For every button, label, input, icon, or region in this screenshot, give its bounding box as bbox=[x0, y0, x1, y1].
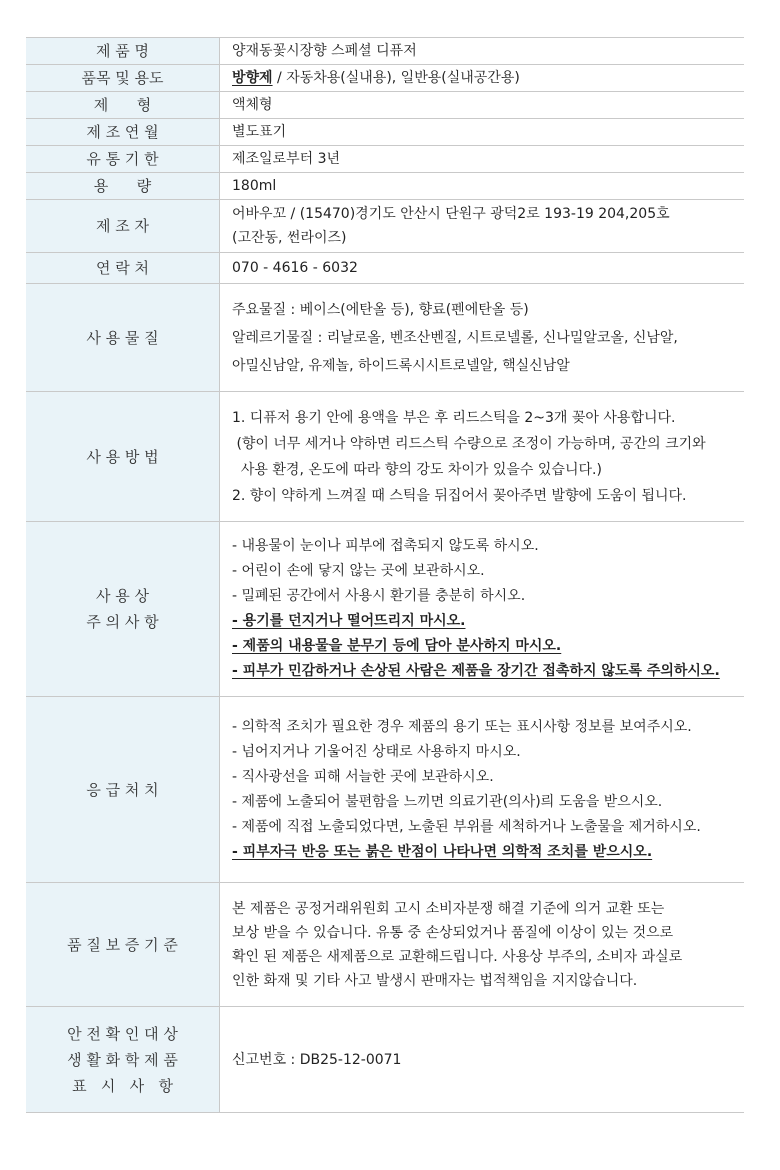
label-manufacture-date: 제 조 연 월 bbox=[26, 119, 220, 146]
first-aid-line: - 직사광선을 피해 서늘한 곳에 보관하시오. bbox=[232, 768, 494, 785]
value-manufacturer bbox=[220, 200, 745, 253]
first-aid-line: - 넘어지거나 기울어진 상태로 사용하지 마시오. bbox=[232, 743, 521, 760]
row-manufacture-date bbox=[26, 119, 744, 146]
label-expiry: 유 통 기 한 bbox=[26, 146, 220, 173]
value-expiry: 제조일로부터 3년 bbox=[232, 151, 341, 167]
quality-line: 확인 된 제품은 새제품으로 교환해드립니다. 사용상 부주의, 소비자 과실로 bbox=[232, 948, 683, 965]
row-expiry bbox=[26, 146, 744, 173]
value-caution bbox=[220, 522, 745, 697]
materials-line: 주요물질 : 베이스(에탄올 등), 향료(펜에탄올 등) bbox=[232, 301, 529, 318]
row-contact bbox=[26, 253, 744, 284]
item-use-rest: / 자동차용(실내용), 일반용(실내공간용) bbox=[272, 70, 520, 86]
value-contact: 070 - 4616 - 6032 bbox=[232, 260, 358, 276]
label-caution: 사 용 상 주 의 사 항 bbox=[26, 522, 220, 697]
row-usage bbox=[26, 392, 744, 522]
value-manufacture-date: 별도표기 bbox=[232, 124, 287, 140]
row-volume bbox=[26, 173, 744, 200]
value-quality bbox=[220, 883, 745, 1007]
value-volume: 180ml bbox=[232, 178, 277, 194]
usage-line: 1. 디퓨저 용기 안에 용액을 부은 후 리드스틱을 2~3개 꽂아 사용합니다. bbox=[232, 409, 676, 426]
manufacturer-line-2: (고잔동, 썬라이즈) bbox=[232, 230, 347, 246]
caution-line: - 밀폐된 공간에서 사용시 환기를 충분히 하시오. bbox=[232, 588, 526, 604]
usage-line: 사용 환경, 온도에 따라 향의 강도 차이가 있을수 있습니다.) bbox=[232, 461, 602, 478]
value-usage bbox=[220, 392, 745, 522]
caution-bold-line: - 피부가 민감하거나 손상된 사람은 제품을 장기간 접촉하지 않도록 주의하시오. bbox=[232, 663, 720, 679]
label-contact: 연 락 처 bbox=[26, 253, 220, 284]
row-product-name bbox=[26, 38, 744, 65]
label-usage: 사 용 방 법 bbox=[26, 392, 220, 522]
label-form: 제 형 bbox=[26, 92, 220, 119]
caution-bold-line: - 용기를 던지거나 떨어뜨리지 마시오. bbox=[232, 613, 466, 629]
value-safety: 신고번호 : DB25-12-0071 bbox=[232, 1051, 402, 1068]
row-manufacturer bbox=[26, 200, 744, 253]
quality-line: 인한 화재 및 기타 사고 발생시 판매자는 법적책임을 지지않습니다. bbox=[232, 972, 638, 989]
label-safety: 안 전 확 인 대 상 생 활 화 학 제 품 표 시 사 항 bbox=[26, 1007, 220, 1113]
value-product-name: 양재동꽃시장향 스페셜 디퓨저 bbox=[232, 43, 417, 59]
label-product-name: 제 품 명 bbox=[26, 38, 220, 65]
label-manufacturer: 제 조 자 bbox=[26, 200, 220, 253]
quality-line: 보상 받을 수 있습니다. 유통 중 손상되었거나 품질에 이상이 있는 것으로 bbox=[232, 924, 674, 941]
caution-line: - 어린이 손에 닿지 않는 곳에 보관하시오. bbox=[232, 563, 485, 579]
value-form: 액체형 bbox=[232, 97, 273, 113]
first-aid-bold-line: - 피부자극 반응 또는 붉은 반점이 나타나면 의학적 조치를 받으시오. bbox=[232, 843, 653, 860]
first-aid-line: - 의학적 조치가 필요한 경우 제품의 용기 또는 표시사항 정보를 보여주시오. bbox=[232, 718, 692, 735]
caution-line: - 내용물이 눈이나 피부에 접촉되지 않도록 하시오. bbox=[232, 538, 539, 554]
first-aid-line: - 제품에 노출되어 불편함을 느끼면 의료기관(의사)릐 도움을 받으시오. bbox=[232, 793, 663, 810]
usage-line: 2. 향이 약하게 느껴질 때 스틱을 뒤집어서 꽂아주면 발향에 도움이 됩니다. bbox=[232, 487, 687, 504]
label-volume: 용 량 bbox=[26, 173, 220, 200]
quality-line: 본 제품은 공정거래위원회 고시 소비자분쟁 해결 기준에 의거 교환 또는 bbox=[232, 900, 665, 917]
item-use-emphasis: 방향제 bbox=[232, 70, 273, 86]
materials-line: 알레르기물질 : 리날로올, 벤조산벤질, 시트로넬롤, 신나밀알코올, 신남알, bbox=[232, 329, 678, 346]
row-item-use bbox=[26, 65, 744, 92]
first-aid-line: - 제품에 직접 노출되었다면, 노출된 부위를 세척하거나 노출물을 제거하시오. bbox=[232, 818, 701, 835]
label-quality: 품 질 보 증 기 준 bbox=[26, 883, 220, 1007]
label-materials: 사 용 물 질 bbox=[26, 284, 220, 392]
row-safety bbox=[26, 1007, 744, 1113]
value-materials bbox=[220, 284, 745, 392]
row-form bbox=[26, 92, 744, 119]
row-caution bbox=[26, 522, 744, 697]
row-first-aid bbox=[26, 697, 744, 883]
caution-bold-line: - 제품의 내용물을 분무기 등에 담아 분사하지 마시오. bbox=[232, 638, 562, 654]
row-quality bbox=[26, 883, 744, 1007]
materials-line: 아밀신남알, 유제놀, 하이드록시시트로넬알, 핵실신남알 bbox=[232, 357, 570, 374]
product-info-table bbox=[26, 37, 744, 1113]
row-materials bbox=[26, 284, 744, 392]
label-item-use: 품목 및 용도 bbox=[26, 65, 220, 92]
value-item-use bbox=[220, 65, 745, 92]
manufacturer-line-1: 어바우꼬 / (15470)경기도 안산시 단원구 광덕2로 193-19 204,205호 bbox=[232, 206, 670, 222]
usage-line: (향이 너무 세거나 약하면 리드스틱 수량으로 조정이 가능하며, 공간의 크기와 bbox=[232, 435, 706, 452]
value-first-aid bbox=[220, 697, 745, 883]
label-first-aid: 응 급 처 치 bbox=[26, 697, 220, 883]
